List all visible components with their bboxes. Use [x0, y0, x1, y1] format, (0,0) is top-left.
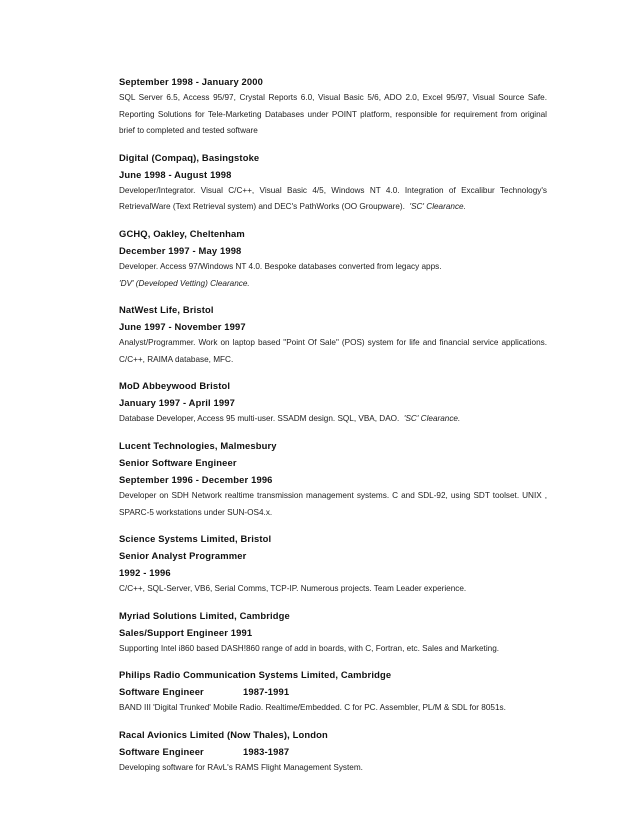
- entry-racal: [119, 726, 547, 777]
- entry-description: Developer. Access 97/Windows NT 4.0. Bespoke databases converted from legacy apps.: [119, 261, 442, 271]
- entry-dates: December 1997 - May 1998: [119, 244, 242, 256]
- entry-description: BAND III 'Digital Trunked' Mobile Radio. Realtime/Embedded. C for PC. Assembler, PL/M & SDL for 8051s.: [119, 703, 506, 713]
- entry-company: Lucent Technologies, Malmesbury: [119, 439, 277, 451]
- entry-role: Senior Analyst Programmer: [119, 550, 247, 562]
- entry-company: Science Systems Limited, Bristol: [119, 533, 272, 545]
- entry-company: Racal Avionics Limited (Now Thales), London: [119, 728, 328, 740]
- entry-role-line: [119, 683, 547, 700]
- entry-dates: September 1998 - January 2000: [119, 76, 264, 87]
- entry-description-text: Database Developer, Access 95 multi-user. SSADM design. SQL, VBA, DAO.: [119, 414, 400, 424]
- entry-role: Software Engineer: [119, 686, 204, 698]
- entry-science-systems: [119, 530, 547, 598]
- entry-description: Developing software for RAvL's RAMS Flight Management System.: [119, 762, 363, 772]
- entry-company: Digital (Compaq), Basingstoke: [119, 151, 260, 163]
- entry-natwest-life: [119, 301, 547, 368]
- entry-clearance: 'SC' Clearance.: [409, 202, 466, 212]
- entry-gchq: [119, 225, 547, 292]
- entry-description: C/C++, SQL-Server, VB6, Serial Comms, TCP-IP. Numerous projects. Team Leader experience.: [119, 584, 467, 594]
- entry-dates: June 1998 - August 1998: [119, 168, 232, 180]
- entry-point-platform: [119, 73, 547, 140]
- entry-description: Supporting Intel i860 based DASH!860 range of add in boards, with C, Fortran, etc. Sales and Marketing.: [119, 643, 500, 653]
- entry-company: NatWest Life, Bristol: [119, 304, 214, 316]
- entry-clearance: 'DV' (Developed Vetting) Clearance.: [119, 278, 250, 288]
- entry-lucent: [119, 437, 547, 521]
- entry-role-line: [119, 743, 547, 760]
- entry-description: [119, 183, 547, 216]
- entry-company: Philips Radio Communication Systems Limited, Cambridge: [119, 669, 392, 681]
- employment-history: [119, 73, 547, 786]
- entry-myriad: [119, 607, 547, 658]
- entry-dates: 1987-1991: [243, 686, 290, 698]
- entry-clearance: 'SC' Clearance.: [403, 414, 461, 424]
- entry-description: Developer on SDH Network realtime transmission management systems. C and SDL-92, using SDT toolset. UNIX , SPARC-5 workstations under SUN-OS4.x.: [119, 490, 547, 517]
- entry-description: Analyst/Programmer. Work on laptop based "Point Of Sale" (POS) system for life and financial service applications. C/C++, RAIMA database, MFC.: [119, 338, 547, 364]
- entry-philips: [119, 666, 547, 717]
- entry-dates: June 1997 - November 1997: [119, 321, 246, 333]
- entry-company: MoD Abbeywood Bristol: [119, 380, 231, 392]
- entry-dates: September 1996 - December 1996: [119, 473, 273, 485]
- entry-dates: January 1997 - April 1997: [119, 397, 235, 409]
- entry-company: Myriad Solutions Limited, Cambridge: [119, 609, 290, 621]
- entry-role: Sales/Support Engineer 1991: [119, 626, 253, 638]
- entry-role: Software Engineer: [119, 745, 204, 757]
- entry-mod-abbeywood: [119, 377, 547, 428]
- entry-dates: 1983-1987: [243, 745, 290, 757]
- entry-dates: 1992 - 1996: [119, 567, 171, 579]
- entry-digital-compaq: [119, 149, 547, 216]
- entry-description: [119, 411, 547, 428]
- entry-description-text: Developer/Integrator. Visual C/C++, Visual Basic 4/5, Windows NT 4.0. Integration of Excalibur Technology's RetrievalWare (Text Retrieval system) and DEC's PathWorks (OO Groupware).: [119, 185, 547, 212]
- entry-company: GCHQ, Oakley, Cheltenham: [119, 227, 245, 239]
- entry-description: SQL Server 6.5, Access 95/97, Crystal Reports 6.0, Visual Basic 5/6, ADO 2.0, Excel 95/97, Visual Source Safe. Reporting Solutions for Tele-Marketing Databases under POINT platform, responsible for requirement from original brief to completed and tested software: [119, 93, 547, 136]
- entry-role: Senior Software Engineer: [119, 456, 237, 468]
